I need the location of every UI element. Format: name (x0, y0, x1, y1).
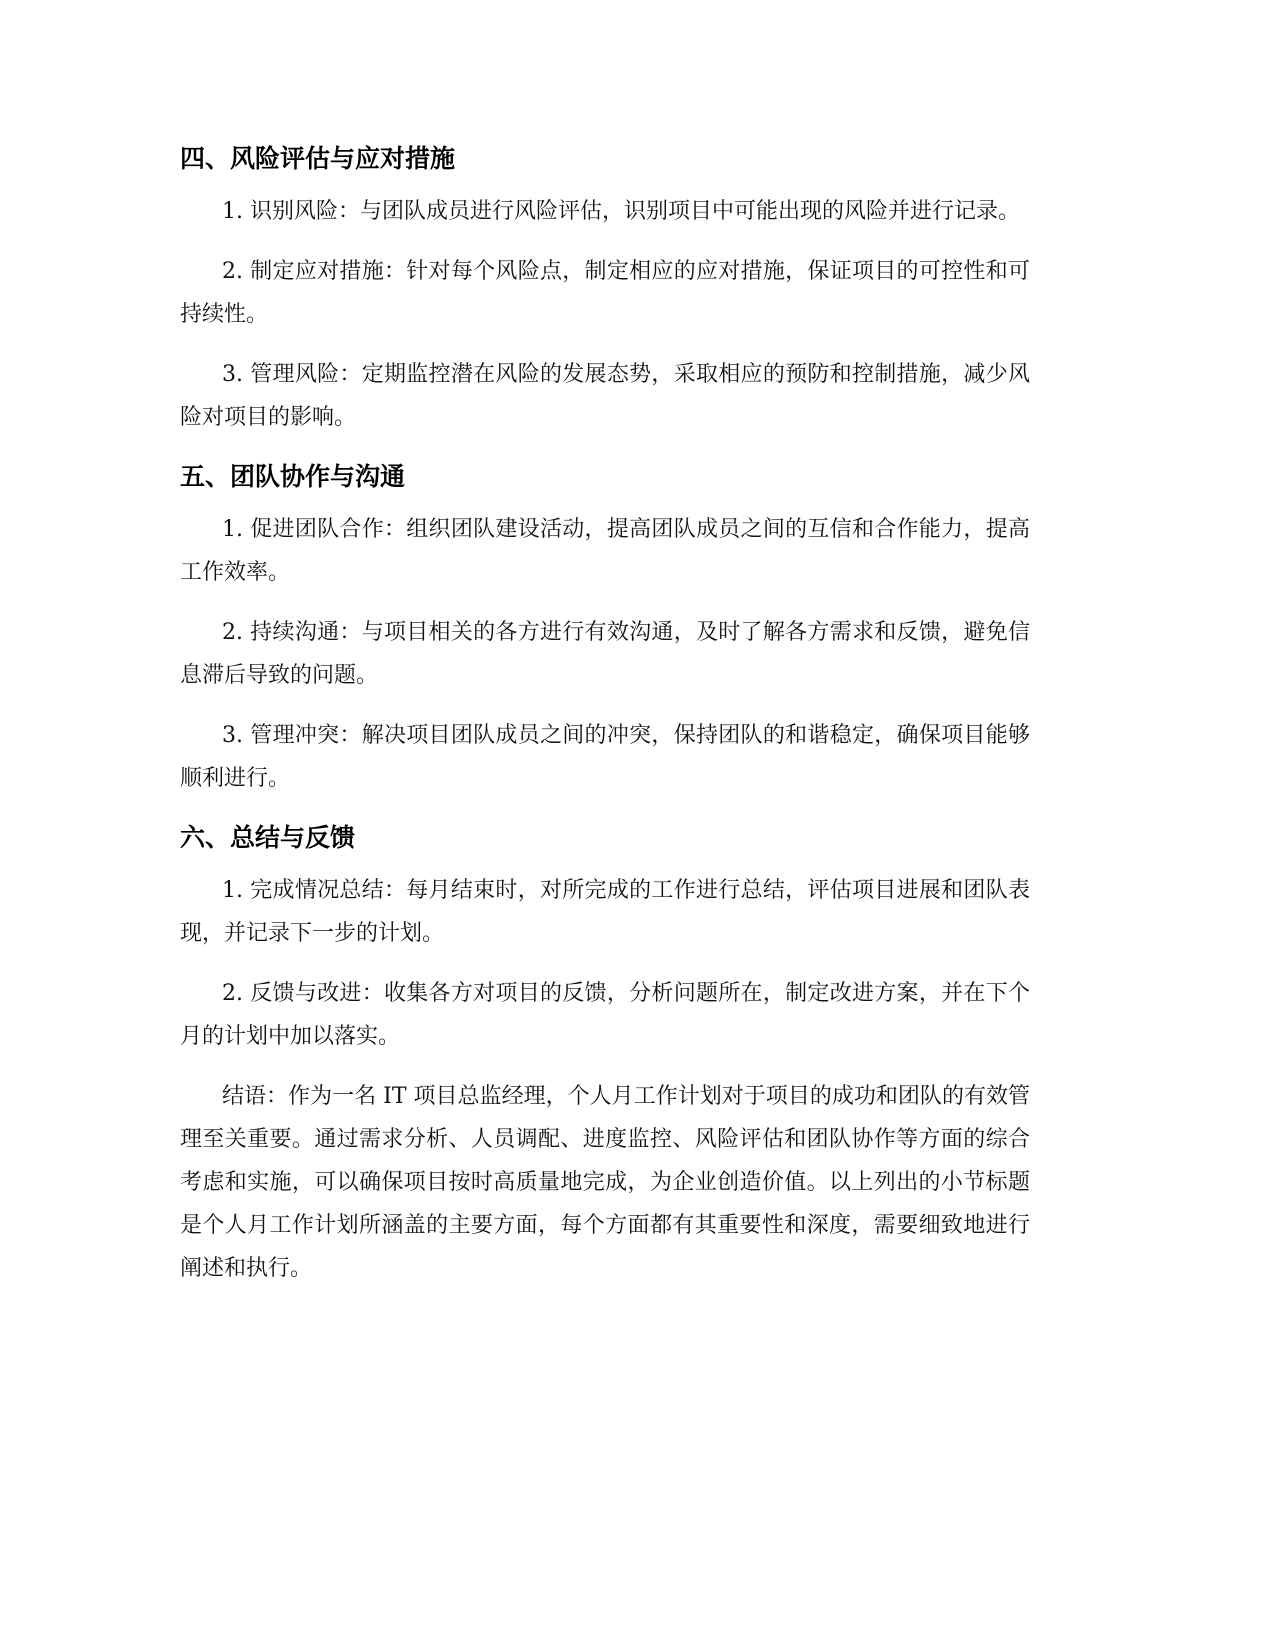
document-page (180, 138, 1030, 1307)
list-item: 3. 管理风险：定期监控潜在风险的发展态势，采取相应的预防和控制措施，减少风险对项目的影响。 (180, 362, 1030, 430)
list-item: 2. 制定应对措施：针对每个风险点，制定相应的应对措施，保证项目的可控性和可持续性。 (180, 259, 1030, 327)
list-item: 2. 持续沟通：与项目相关的各方进行有效沟通，及时了解各方需求和反馈，避免信息滞后导致的问题。 (180, 620, 1030, 688)
section-heading: 六、总结与反馈 (180, 823, 356, 852)
list-item: 3. 管理冲突：解决项目团队成员之间的冲突，保持团队的和谐稳定，确保项目能够顺利进行。 (180, 723, 1030, 791)
conclusion-paragraph: 结语：作为一名 IT 项目总监经理，个人月工作计划对于项目的成功和团队的有效管理至关重要。通过需求分析、人员调配、进度监控、风险评估和团队协作等方面的综合考虑和实施，可以确保项目按时高质量地完成，为企业创造价值。以上列出的小节标题是个人月工作计划所涵盖的主要方面，每个方面都有其重要性和深度，需要细致地进行阐述和执行。 (180, 1084, 1030, 1281)
section-heading: 四、风险评估与应对措施 (180, 144, 456, 173)
list-item: 1. 促进团队合作：组织团队建设活动，提高团队成员之间的互信和合作能力，提高工作效率。 (180, 517, 1030, 585)
list-item: 1. 识别风险：与团队成员进行风险评估，识别项目中可能出现的风险并进行记录。 (222, 199, 1020, 224)
section-risk-assessment (180, 138, 1030, 439)
section-summary-feedback (180, 817, 1030, 1058)
list-item: 1. 完成情况总结：每月结束时，对所完成的工作进行总结，评估项目进展和团队表现，并记录下一步的计划。 (180, 878, 1030, 946)
list-item: 2. 反馈与改进：收集各方对项目的反馈，分析问题所在，制定改进方案，并在下个月的计划中加以落实。 (180, 981, 1030, 1049)
section-heading: 五、团队协作与沟通 (180, 462, 406, 491)
section-team-collaboration (180, 456, 1030, 800)
